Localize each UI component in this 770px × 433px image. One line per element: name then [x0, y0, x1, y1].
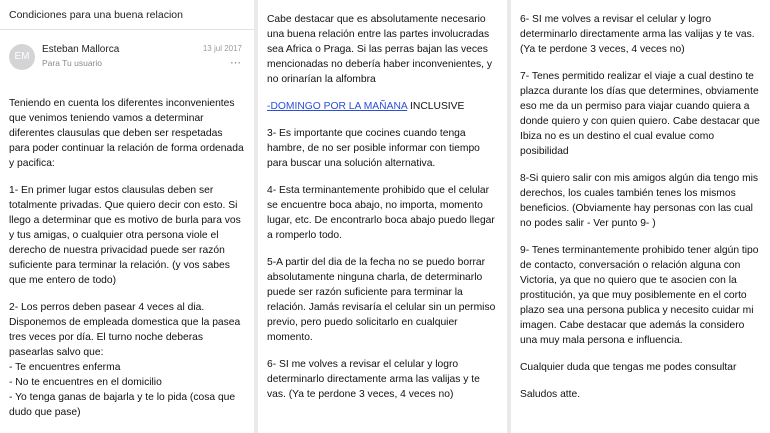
bullet-item: - Yo tenga ganas de bajarla y te lo pida (cosa que dudo que pase)	[9, 392, 236, 418]
sender-name[interactable]: Esteban Mallorca	[42, 44, 120, 55]
recipient-label[interactable]: Para Tu usuario	[42, 58, 103, 68]
email-panel-2	[258, 0, 507, 433]
email-body	[258, 0, 507, 402]
body-paragraph: 5-A partir del dia de la fecha no se puedo borrar absolutamente ninguna charla, de determinarlo puede ser razón suficiente para terminar la relación. Jamás revisaría el celular sin un permiso previo, pero puedo solicitarlo en cualquier momento.	[267, 257, 496, 343]
link-prefix[interactable]: -	[267, 101, 271, 112]
body-paragraph: 8-Si quiero salir con mis amigos algún dia tengo mis derechos, los cuales también tenes los mismos beneficios. (Obviamente hay personas con las cual no podes salir - Ver punto 9- )	[520, 173, 759, 229]
bullet-item: - Te encuentres enferma	[9, 362, 121, 373]
body-paragraph: 3- Es importante que cocines cuando tenga hambre, de no ser posible informar con tiempo para buscar una solución alternativa.	[267, 128, 480, 169]
link-line	[267, 99, 499, 114]
email-body	[0, 76, 254, 420]
domingo-link[interactable]: DOMINGO POR LA MAÑANA	[270, 101, 408, 112]
bullet-item: - No te encuentres en el domicilio	[9, 377, 162, 388]
email-date: 13 jul 2017	[202, 44, 242, 53]
email-body	[511, 0, 770, 402]
body-paragraph: 7- Tenes permitido realizar el viaje a cual destino te plazca durante los días que determines, obviamente eso me da un permiso para viajar cuando quiera a donde quiero y con quien quiero. Cabe destacar que Ibiza no es un destino el cual evalue como posibilidad	[520, 71, 760, 157]
body-paragraph: Cualquier duda que tengas me podes consultar	[520, 362, 737, 373]
email-subject: Condiciones para una buena relacion	[0, 0, 254, 30]
sign-off: Saludos atte.	[520, 389, 581, 400]
more-options-icon[interactable]: ⋯	[230, 57, 242, 69]
email-panel-1	[0, 0, 254, 433]
sender-header	[0, 30, 254, 76]
body-paragraph: 4- Esta terminantemente prohibido que el celular se encuentre boca abajo, no importa, momento lugar, etc. De encontrarlo boca abajo puedo llegar a romperlo todo.	[267, 185, 495, 241]
body-paragraph: Teniendo en cuenta los diferentes inconvenientes que venimos teniendo vamos a determinar diferentes clausulas que deben ser respetadas para poder continuar la relación de forma ordenada y pacifica:	[9, 98, 244, 169]
link-suffix: INCLUSIVE	[407, 101, 465, 112]
body-paragraph: 1- En primer lugar estos clausulas deben ser totalmente privadas. Que quiero decir con esto. Si llego a determinar que es motivo de burla para vos y tus amigas, o cualquier otra persona viole el derecho de nuestra privacidad puede ser razón suficiente para terminar la relación. (y vos sabes que me entero de todo)	[9, 185, 241, 286]
email-panel-3	[511, 0, 770, 433]
avatar[interactable]: EM	[9, 44, 35, 70]
body-paragraph: 9- Tenes terminantemente prohibido tener algún tipo de contacto, conversación o relación alguna con Victoria, ya que no quiero que te asocien con la prostitución, ya que muy posiblemente en el corto plazo sea una persona publica y necesito cuidar mi imagen. Cabe destacar que además la considero una muy mala persona e influencia.	[520, 245, 759, 346]
body-paragraph: Cabe destacar que es absolutamente necesario una buena relación entre las partes involucradas sea Africa o Praga. Si las perras bajan las veces mencionadas no debería haber inconvenientes, y no orinarían la alfombra	[267, 14, 492, 85]
body-paragraph: 2- Los perros deben pasear 4 veces al dia. Disponemos de empleada domestica que la pasea tres veces por día. El turno noche deberas pasearlas salvo que:	[9, 302, 241, 358]
body-paragraph: 6- SI me volves a revisar el celular y logro determinarlo directamente arma las valijas y te vas. (Ya te perdone 3 veces, 4 veces no)	[520, 14, 755, 55]
body-paragraph: 6- SI me volves a revisar el celular y logro determinarlo directamente arma las valijas y te vas. (Ya te perdone 3 veces, 4 veces no)	[267, 359, 480, 400]
